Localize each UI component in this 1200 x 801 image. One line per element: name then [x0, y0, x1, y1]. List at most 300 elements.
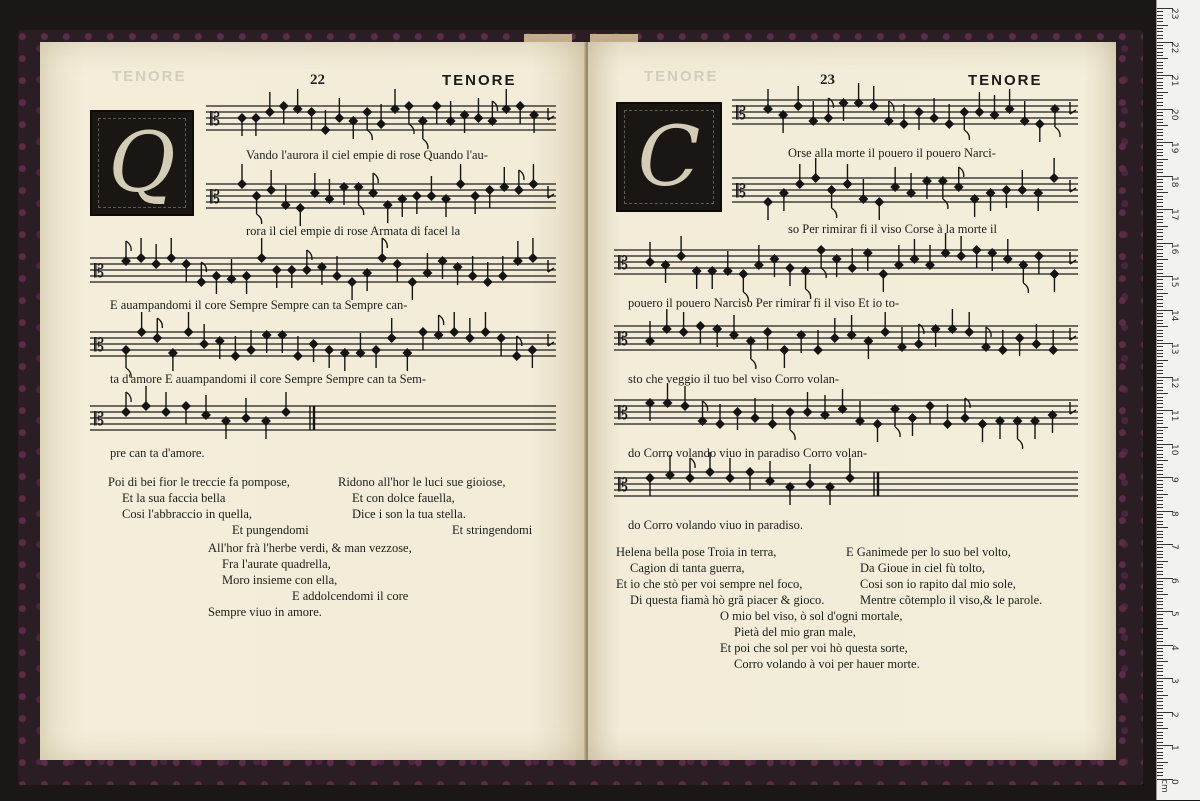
music-note [990, 95, 1000, 120]
right-verse-bottom [720, 608, 920, 672]
ruler-tick [1157, 658, 1163, 659]
ruler-tick [1157, 581, 1163, 582]
ruler-tick [1157, 18, 1163, 19]
ruler-tick [1157, 159, 1168, 160]
ruler-tick [1157, 772, 1163, 773]
ruler-tick [1157, 336, 1163, 337]
ruler-tick [1157, 232, 1163, 233]
ruler-tick [1157, 748, 1163, 749]
ruler-label: 10 [1169, 443, 1179, 455]
right-lyric-line-6: do Corro volando viuo in paradiso. [628, 518, 803, 532]
ruler-tick [1157, 732, 1163, 733]
ruler-tick [1157, 681, 1163, 682]
ruler-tick [1157, 417, 1163, 418]
music-note [1020, 101, 1030, 126]
clef-glyph: 𝄡 [210, 187, 221, 209]
clef-glyph: 𝄡 [736, 103, 747, 125]
left-staff-3 [90, 250, 556, 300]
left-initial-woodcut [90, 110, 194, 216]
ruler-tick [1157, 346, 1163, 347]
right-lyric-line-2: so Per rimirar fi il viso Corse à la morte il [788, 222, 997, 236]
music-note [944, 104, 954, 129]
ruler-tick [1157, 222, 1163, 223]
ruler-tick [1157, 742, 1163, 743]
ruler-tick [1157, 440, 1163, 441]
music-note [354, 182, 364, 215]
ruler-tick [1157, 269, 1163, 270]
music-note [838, 389, 848, 414]
music-note [201, 395, 211, 420]
ruler-tick [1157, 55, 1163, 56]
ruler-tick [1157, 487, 1163, 488]
music-note [707, 266, 717, 289]
ruler-tick [1157, 293, 1168, 294]
ruler-tick [1157, 212, 1163, 213]
ruler-label: 4 [1169, 644, 1179, 651]
music-note [765, 461, 775, 486]
ruler-tick [1157, 614, 1163, 615]
ruler-label: 5 [1169, 611, 1179, 617]
verse-line: Moro insieme con ella, [222, 573, 338, 587]
clef-glyph: 𝄡 [618, 403, 629, 425]
right-initial-woodcut [616, 102, 722, 212]
music-note [1031, 324, 1041, 349]
music-note [661, 260, 671, 283]
ruler-tick [1157, 45, 1163, 46]
right-verse-column-1 [616, 544, 824, 608]
music-note [166, 238, 176, 263]
ruler-tick [1157, 701, 1163, 702]
music-note [1013, 416, 1023, 449]
music-note [897, 327, 907, 352]
ruler-tick [1157, 490, 1163, 491]
ruler-tick [1157, 289, 1163, 290]
ruler-tick [1157, 514, 1163, 515]
ruler-tick [1157, 326, 1168, 327]
music-note [257, 238, 267, 263]
ruler-tick [1157, 279, 1163, 280]
ruler-tick [1157, 149, 1163, 150]
ruler-tick [1157, 534, 1163, 535]
verse-line: O mio bel viso, ò sol d'ogni mortale, [720, 609, 903, 623]
ruler-tick [1157, 668, 1163, 669]
music-note [725, 458, 735, 483]
music-note [880, 312, 890, 337]
music-note [679, 312, 689, 337]
ruler-tick [1157, 594, 1168, 595]
left-staff-1 [206, 98, 556, 148]
music-note [763, 89, 773, 114]
ruler-tick [1157, 661, 1168, 662]
ruler-tick [1157, 618, 1163, 619]
ruler-tick [1157, 470, 1163, 471]
music-note [483, 262, 493, 287]
ruler-tick [1157, 78, 1163, 79]
ruler-tick [1157, 567, 1163, 568]
music-note [528, 164, 538, 189]
music-note [310, 173, 320, 198]
left-verse-column-2 [338, 474, 532, 538]
ruler-tick [1157, 62, 1163, 63]
ruler-tick [1157, 541, 1163, 542]
ruler-tick [1157, 474, 1163, 475]
music-note [498, 256, 508, 281]
ruler-tick [1157, 752, 1163, 753]
ruler-tick [1157, 68, 1163, 69]
ruler-tick [1157, 92, 1168, 93]
clef-glyph: 𝄡 [618, 475, 629, 497]
music-note [676, 236, 686, 261]
clef-glyph: 𝄡 [736, 181, 747, 203]
music-note [956, 236, 966, 261]
ruler-tick [1157, 407, 1163, 408]
ruler-tick [1157, 547, 1163, 548]
verse-line: E Ganimede per lo suo bel volto, [846, 545, 1011, 559]
music-note [441, 194, 451, 217]
ruler-tick [1157, 454, 1163, 455]
ruler-tick [1157, 189, 1163, 190]
ruler-tick [1157, 705, 1163, 706]
ruler-tick [1157, 192, 1168, 193]
ruler-tick [1157, 236, 1163, 237]
ruler-tick [1157, 423, 1163, 424]
ruler-tick [1157, 641, 1163, 642]
verse-line: Helena bella pose Troia in terra, [616, 545, 777, 559]
right-staff-3 [614, 242, 1078, 292]
ruler-tick [1157, 15, 1163, 16]
ruler-tick [1157, 129, 1163, 130]
ruler-tick [1157, 11, 1163, 12]
ruler-tick [1157, 768, 1163, 769]
ruler-tick [1157, 122, 1163, 123]
clef-glyph: 𝄡 [94, 261, 105, 283]
music-note [168, 348, 178, 371]
music-note [1003, 239, 1013, 264]
music-note [793, 86, 803, 111]
ruler-tick [1157, 296, 1163, 297]
music-note [1018, 260, 1028, 293]
ruler-label: 19 [1169, 142, 1179, 154]
ruler-tick [1157, 273, 1163, 274]
music-note [513, 241, 523, 266]
music-note [121, 392, 131, 417]
ruler-tick [1157, 38, 1163, 39]
ruler-tick [1157, 722, 1163, 723]
ruler-tick [1157, 504, 1163, 505]
music-note [779, 345, 789, 368]
music-note [1050, 104, 1060, 137]
music-note [426, 176, 436, 201]
ruler-tick [1157, 216, 1163, 217]
music-note [974, 92, 984, 117]
music-note [227, 259, 237, 284]
music-note [402, 348, 412, 371]
verse-line: Et la sua faccia bella [122, 491, 226, 505]
ruler-tick [1157, 584, 1163, 585]
ruler-tick [1157, 464, 1163, 465]
verse-line: Da Gioue in ciel fù tolto, [860, 561, 985, 575]
left-lyric-line-1: Vando l'aurora il ciel empie di rose Quando l'au- [246, 148, 488, 162]
ruler-tick [1157, 299, 1163, 300]
ruler-tick [1157, 698, 1163, 699]
ruler-tick [1157, 35, 1163, 36]
music-note [964, 312, 974, 337]
music-note [390, 89, 400, 114]
music-note [884, 101, 894, 126]
right-lyric-line-3: pouero il pouero Narciso Per rimirar fi il viso Et io to- [628, 296, 900, 310]
ruler-label: 7 [1169, 544, 1179, 550]
left-staff-5 [90, 398, 556, 448]
ruler-label: 18 [1169, 175, 1179, 187]
ruler-tick [1157, 521, 1163, 522]
ruler-tick [1157, 132, 1163, 133]
ruler-tick [1157, 447, 1163, 448]
music-note [121, 241, 131, 266]
ruler-tick [1157, 467, 1163, 468]
ruler-tick [1157, 370, 1163, 371]
clef-glyph: 𝄡 [94, 335, 105, 357]
left-lyric-line-2: rora il ciel empie di rose Armata di facel la [246, 224, 461, 238]
music-note [1033, 188, 1043, 211]
ruler-tick [1157, 21, 1163, 22]
measurement-ruler [1156, 0, 1200, 800]
ruler-tick [1157, 655, 1163, 656]
ruler-tick [1157, 601, 1163, 602]
music-note [808, 101, 818, 126]
music-note [501, 89, 511, 114]
ruler-tick [1157, 256, 1163, 257]
ruler-tick [1157, 718, 1163, 719]
ruler-tick [1157, 286, 1163, 287]
right-lyric-line-4: sto che veggio il tuo bel viso Corro volan- [628, 372, 840, 386]
ruler-tick [1157, 206, 1163, 207]
verse-line: Cagion di tanta guerra, [630, 561, 745, 575]
ruler-tick [1157, 229, 1163, 230]
right-lyric-line-5: do Corro volando viuo in paradiso Corro volan- [628, 446, 868, 460]
music-note [878, 269, 888, 292]
ruler-tick [1157, 738, 1163, 739]
music-note [929, 98, 939, 123]
ruler-label: 16 [1169, 242, 1179, 254]
ruler-tick [1157, 119, 1163, 120]
ruler-tick [1157, 420, 1163, 421]
ruler-label: 15 [1169, 276, 1179, 288]
music-note [293, 336, 303, 361]
verse-line: Et stringendomi [452, 523, 533, 537]
music-note [830, 318, 840, 343]
ruler-tick [1157, 450, 1163, 451]
music-note [1048, 330, 1058, 355]
ruler-tick [1157, 497, 1163, 498]
music-note [141, 386, 151, 411]
ruler-tick [1157, 437, 1163, 438]
music-note [196, 262, 206, 287]
music-note [645, 321, 655, 346]
music-note [960, 398, 970, 423]
music-note [347, 277, 357, 300]
music-note [1030, 416, 1040, 439]
ruler-tick [1157, 316, 1163, 317]
ruler-tick [1157, 688, 1163, 689]
music-note [847, 248, 857, 273]
verse-line: Et con dolce fauella, [352, 491, 455, 505]
ruler-tick [1157, 557, 1163, 558]
verse-line: Et poi che sol per voi hò questa sorte, [720, 641, 908, 655]
music-note [1049, 158, 1059, 183]
ruler-tick [1157, 303, 1163, 304]
music-note [845, 458, 855, 483]
ruler-tick [1157, 340, 1163, 341]
verse-line: Di questa fiamà hò grã piacer & gioco. [630, 593, 825, 607]
ruler-tick [1157, 598, 1163, 599]
ruler-tick [1157, 608, 1163, 609]
music-note [970, 194, 980, 217]
ruler-tick [1157, 199, 1163, 200]
left-verse-column-1 [108, 474, 309, 538]
ruler-tick [1157, 139, 1163, 140]
clef-glyph: 𝄡 [94, 409, 105, 431]
ruler-tick [1157, 95, 1163, 96]
ruler-tick [1157, 775, 1163, 776]
music-note [387, 318, 397, 343]
music-note [474, 98, 484, 123]
music-note [906, 173, 916, 198]
music-note [692, 266, 702, 289]
verse-line: Cosi l'abbraccio in quella, [122, 507, 252, 521]
ruler-tick [1157, 25, 1168, 26]
ruler-tick [1157, 330, 1163, 331]
ruler-label: 1 [1169, 745, 1179, 751]
ruler-tick [1157, 135, 1163, 136]
ruler-tick [1157, 460, 1168, 461]
ruler-tick [1157, 755, 1163, 756]
ruler-tick [1157, 430, 1163, 431]
music-note [890, 167, 900, 192]
music-note [1049, 269, 1059, 292]
music-note [645, 242, 655, 267]
ruler-tick [1157, 574, 1163, 575]
ruler-tick [1157, 373, 1163, 374]
music-note [152, 318, 162, 343]
ruler-tick [1157, 253, 1163, 254]
right-page-number: 23 [820, 72, 835, 88]
ruler-tick [1157, 82, 1163, 83]
right-verse-column-2 [846, 544, 1042, 608]
ruler-tick [1157, 363, 1163, 364]
ruler-tick [1157, 631, 1163, 632]
music-note [355, 333, 365, 358]
music-note [136, 238, 146, 263]
music-note [1005, 89, 1015, 114]
music-note [302, 250, 312, 275]
music-note [978, 419, 988, 442]
ruler-tick [1157, 360, 1168, 361]
ruler-tick [1157, 112, 1163, 113]
music-note [418, 116, 428, 149]
ruler-tick [1157, 72, 1163, 73]
ruler-tick [1157, 266, 1163, 267]
music-note [863, 336, 873, 359]
music-note [943, 404, 953, 429]
right-staff-5 [614, 392, 1078, 442]
ruler-tick [1157, 400, 1163, 401]
ruler-tick [1157, 537, 1163, 538]
ruler-tick [1157, 634, 1163, 635]
ruler-tick [1157, 604, 1163, 605]
ruler-label: 3 [1169, 678, 1179, 684]
left-initial-letter: Q [108, 115, 176, 211]
music-note [858, 179, 868, 204]
music-note [362, 268, 372, 291]
ruler-tick [1157, 500, 1163, 501]
ruler-tick [1157, 186, 1163, 187]
music-note [899, 104, 909, 129]
verse-line: Et pungendomi [232, 523, 309, 537]
music-note [377, 238, 387, 263]
right-page [588, 42, 1116, 760]
music-note [499, 167, 509, 192]
left-lyric-line-4: ta d'amore E auampandomi il core Sempre Sempre can ta Sem- [110, 372, 427, 386]
verse-line: Cosi son io rapito dal mio sole, [860, 577, 1016, 591]
clef-glyph: 𝄡 [618, 253, 629, 275]
ruler-tick [1157, 353, 1163, 354]
music-note [874, 197, 884, 220]
ruler-tick [1157, 588, 1163, 589]
music-note [869, 86, 879, 111]
ruler-tick [1157, 628, 1168, 629]
music-note [954, 167, 964, 192]
ruler-tick [1157, 179, 1163, 180]
music-note [137, 312, 147, 337]
ruler-label: 20 [1169, 108, 1179, 120]
music-note [754, 245, 764, 270]
ruler-label: 0 cm [1159, 778, 1179, 793]
music-note [763, 197, 773, 220]
music-note [925, 245, 935, 270]
ruler-tick [1157, 98, 1163, 99]
music-note [199, 324, 209, 349]
ruler-tick [1157, 551, 1163, 552]
ruler-tick [1157, 249, 1163, 250]
ruler-tick [1157, 102, 1163, 103]
ruler-tick [1157, 675, 1163, 676]
music-note [1017, 170, 1027, 195]
ruler-label: 17 [1169, 209, 1179, 221]
music-note [446, 101, 456, 126]
ruler-tick [1157, 313, 1163, 314]
ruler-tick [1157, 246, 1163, 247]
ruler-tick [1157, 531, 1163, 532]
ruler-tick [1157, 564, 1163, 565]
music-note [914, 324, 924, 349]
ruler-tick [1157, 527, 1168, 528]
ruler-tick [1157, 494, 1168, 495]
music-note [456, 164, 466, 189]
ruler-tick [1157, 162, 1163, 163]
left-verse-bottom [208, 540, 412, 620]
music-note [947, 309, 957, 334]
music-note [723, 251, 733, 276]
ruler-tick [1157, 507, 1163, 508]
ruler-tick [1157, 333, 1163, 334]
music-note [778, 110, 788, 133]
verse-line: Fra l'aurate quadrella, [222, 557, 331, 571]
clef-glyph: 𝄡 [618, 329, 629, 351]
music-note [265, 92, 275, 117]
ruler-tick [1157, 765, 1163, 766]
ruler-tick [1157, 517, 1163, 518]
ruler-tick [1157, 239, 1163, 240]
